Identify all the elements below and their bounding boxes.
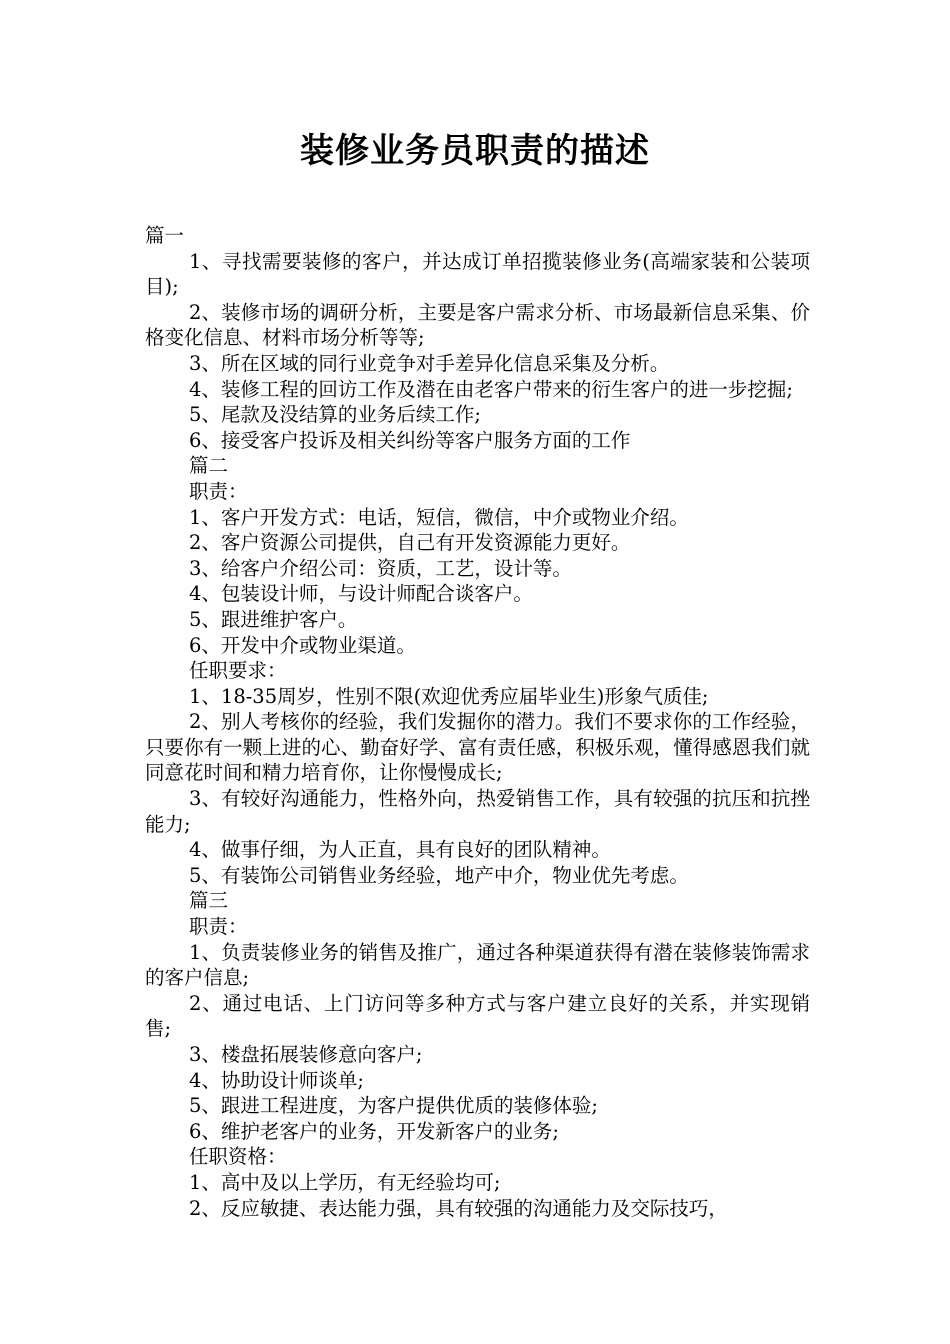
list-item: 5、有装饰公司销售业务经验，地产中介，物业优先考虑。 xyxy=(189,863,689,887)
paragraph: 2、别人考核你的经验，我们发掘你的潜力。我们不要求你的工作经验，只要你有一颗上进的心、勤奋好学、富有责任感，积极乐观，懂得感恩我们就同意花时间和精力培育你，让你慢慢成长; xyxy=(145,710,810,785)
list-item: 4、包装设计师，与设计师配合谈客户。 xyxy=(189,582,533,606)
paragraph: 6、接受客户投诉及相关纠纷等客户服务方面的工作 xyxy=(189,428,631,452)
paragraph: 5、尾款及没结算的业务后续工作; xyxy=(189,403,481,427)
list-item: 4、做事仔细，为人正直，具有良好的团队精神。 xyxy=(189,838,611,862)
list-item: 5、跟进工程进度，为客户提供优质的装修体验; xyxy=(189,1094,598,1118)
list-item: 5、跟进维护客户。 xyxy=(189,607,358,631)
list-item: 3、楼盘拓展装修意向客户; xyxy=(189,1043,423,1066)
subheading: 职责： xyxy=(189,915,248,939)
subheading: 职责： xyxy=(189,479,248,503)
list-item: 6、维护老客户的业务，开发新客户的业务; xyxy=(189,1119,559,1143)
paragraph: 4、装修工程的回访工作及潜在由老客户带来的衍生客户的进一步挖掘; xyxy=(189,377,793,401)
paragraph: 3、有较好沟通能力，性格外向，热爱销售工作，具有较强的抗压和抗挫能力; xyxy=(145,787,810,836)
section-heading: 篇一 xyxy=(145,224,185,247)
paragraph: 2、装修市场的调研分析，主要是客户需求分析、市场最新信息采集、价格变化信息、材料市场分析等等; xyxy=(145,300,810,350)
paragraph: 1、寻找需要装修的客户，并达成订单招揽装修业务(高端家装和公装项目); xyxy=(145,249,810,299)
list-item: 1、客户开发方式：电话，短信，微信，中介或物业介绍。 xyxy=(189,505,689,529)
document-body xyxy=(145,223,810,1221)
section-heading: 篇二 xyxy=(189,454,229,478)
paragraph: 1、负责装修业务的销售及推广，通过各种渠道获得有潜在装修装饰需求的客户信息; xyxy=(145,940,810,990)
list-item: 4、协助设计师谈单; xyxy=(189,1068,364,1092)
list-item: 1、18-35周岁，性别不限(欢迎优秀应届毕业生)形象气质佳; xyxy=(189,684,709,708)
list-item: 6、开发中介或物业渠道。 xyxy=(189,633,416,657)
paragraph: 2、通过电话、上门访问等多种方式与客户建立良好的关系，并实现销售; xyxy=(145,991,810,1041)
list-item: 3、给客户介绍公司：资质，工艺，设计等。 xyxy=(189,556,572,580)
subheading: 任职资格： xyxy=(189,1145,287,1169)
section-heading: 篇三 xyxy=(189,889,229,913)
subheading: 任职要求： xyxy=(189,659,287,683)
list-item: 1、高中及以上学历，有无经验均可; xyxy=(189,1170,501,1194)
document-title: 装修业务员职责的描述 xyxy=(300,131,650,171)
list-item: 2、客户资源公司提供，自己有开发资源能力更好。 xyxy=(189,531,631,555)
paragraph: 3、所在区域的同行业竞争对手差异化信息采集及分析。 xyxy=(189,351,670,375)
list-item: 2、反应敏捷、表达能力强，具有较强的沟通能力及交际技巧， xyxy=(189,1196,728,1220)
